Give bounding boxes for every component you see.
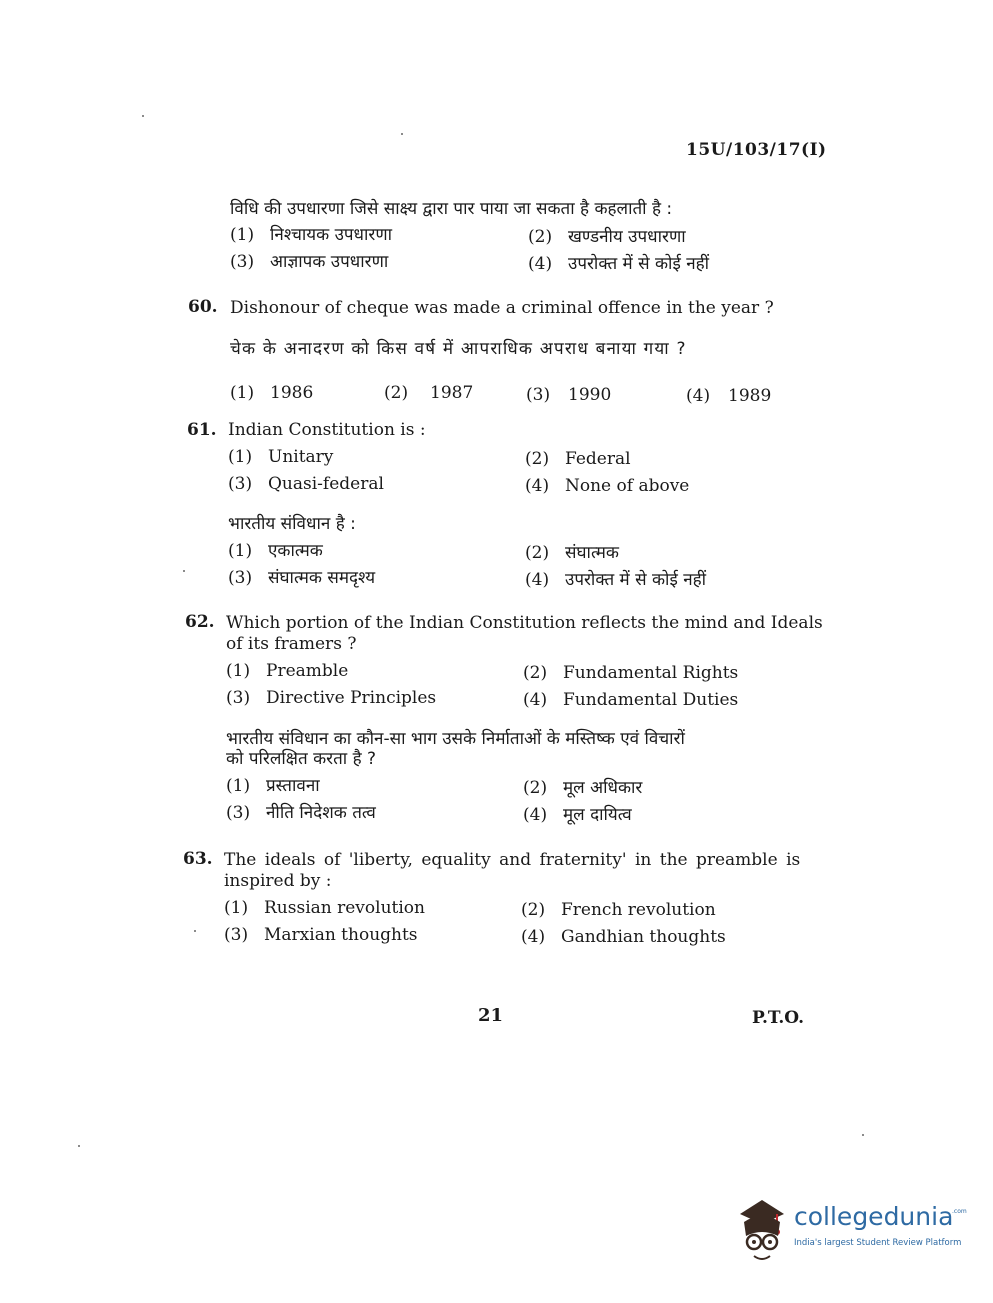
scan-speck [401, 133, 403, 135]
q59-option-1 [230, 222, 392, 245]
brand-suffix: .com [952, 1208, 967, 1215]
option-text: मूल अधिकार [563, 778, 643, 798]
option-text: Preamble [266, 661, 349, 681]
option-text: Directive Principles [266, 688, 437, 708]
question-60-english: Dishonour of cheque was made a criminal offence in the year ? [230, 298, 774, 318]
option-text: संघात्मक समदृश्य [268, 568, 376, 588]
option-text: Federal [565, 449, 631, 469]
q60-option-4 [686, 386, 771, 406]
option-text: 1989 [728, 386, 772, 406]
question-63-number: 63. [183, 849, 213, 869]
option-number: (4) [525, 570, 550, 590]
page-number: 21 [478, 1005, 504, 1026]
option-number: (1) [226, 776, 251, 796]
option-text: उपरोक्त में से कोई नहीं [565, 570, 707, 590]
option-text: नीति निदेशक तत्व [266, 803, 376, 823]
option-number: (2) [525, 543, 550, 563]
q63-option-1 [224, 898, 425, 918]
option-text: 1986 [270, 383, 314, 403]
question-62-english-line-2: of its framers ? [226, 634, 357, 654]
q63-option-3 [224, 925, 418, 945]
question-63-english-line-1: The ideals of 'liberty, equality and fraternity' in the preamble is [224, 850, 801, 870]
q62-hindi-option-1 [226, 773, 320, 796]
option-number: (4) [523, 690, 548, 710]
question-60-hindi: चेक के अनादरण को किस वर्ष में आपराधिक अपराध बनाया गया ? [230, 339, 687, 359]
option-text: 1990 [568, 385, 612, 405]
option-text: Fundamental Rights [563, 663, 739, 683]
question-60-number: 60. [188, 297, 218, 317]
option-number: (1) [228, 447, 253, 467]
option-text: Gandhian thoughts [561, 927, 726, 947]
q59-option-2 [528, 224, 686, 247]
option-number: (1) [228, 541, 253, 561]
q62-option-4 [523, 690, 738, 710]
question-61-english: Indian Constitution is : [228, 420, 426, 440]
q63-option-2 [521, 900, 716, 920]
option-number: (4) [528, 254, 553, 274]
option-number: (2) [521, 900, 546, 920]
question-59-hindi: विधि की उपधारणा जिसे साक्ष्य द्वारा पार पाया जा सकता है कहलाती है : [230, 199, 673, 219]
q62-option-1 [226, 661, 348, 681]
option-text: Russian revolution [264, 898, 425, 918]
scan-speck [194, 930, 196, 932]
question-62-hindi-line-2: को परिलक्षित करता है ? [226, 749, 377, 769]
option-number: (2) [523, 778, 548, 798]
question-63-english-line-2: inspired by : [224, 871, 332, 891]
q59-option-3 [230, 249, 388, 272]
option-text: Marxian thoughts [264, 925, 418, 945]
q60-option-3 [526, 385, 611, 405]
q63-option-4 [521, 927, 726, 947]
student-mascot-icon [732, 1196, 792, 1268]
option-number: (3) [230, 252, 255, 272]
option-number: (3) [228, 474, 253, 494]
q61-hindi-option-4 [525, 567, 706, 590]
option-text: 1987 [430, 383, 474, 403]
option-number: (2) [528, 227, 553, 247]
option-number: (4) [521, 927, 546, 947]
option-number: (4) [525, 476, 550, 496]
q61-option-2 [525, 449, 631, 469]
brand-name: collegedunia [794, 1202, 954, 1231]
option-text: Fundamental Duties [563, 690, 739, 710]
scan-speck [183, 570, 185, 572]
option-number: (3) [226, 803, 251, 823]
option-number: (1) [224, 898, 249, 918]
option-text: आज्ञापक उपधारणा [270, 252, 389, 272]
paper-code: 15U/103/17(I) [686, 140, 827, 160]
option-text: उपरोक्त में से कोई नहीं [568, 254, 710, 274]
option-text: निश्चायक उपधारणा [270, 225, 393, 245]
option-number: (3) [226, 688, 251, 708]
q61-option-1 [228, 447, 333, 467]
q62-hindi-option-2 [523, 775, 642, 798]
scan-speck [862, 1134, 864, 1136]
option-text: Unitary [268, 447, 334, 467]
option-number: (3) [526, 385, 551, 405]
question-62-number: 62. [185, 612, 215, 632]
option-text: संघात्मक [565, 543, 619, 563]
option-number: (3) [224, 925, 249, 945]
q61-hindi-option-2 [525, 540, 619, 563]
q60-option-2 [384, 383, 473, 403]
q61-hindi-option-1 [228, 538, 323, 561]
question-62-english-line-1: Which portion of the Indian Constitution reflects the mind and Ideals [226, 613, 823, 633]
option-number: (4) [686, 386, 711, 406]
scan-speck [78, 1145, 80, 1147]
option-text: मूल दायित्व [563, 805, 632, 825]
option-number: (1) [226, 661, 251, 681]
option-number: (3) [228, 568, 253, 588]
option-number: (2) [384, 383, 409, 403]
option-number: (1) [230, 383, 255, 403]
q62-hindi-option-3 [226, 800, 376, 823]
q62-option-2 [523, 663, 738, 683]
scan-speck [142, 115, 144, 117]
question-62-hindi-line-1: भारतीय संविधान का कौन-सा भाग उसके निर्माताओं के मस्तिष्क एवं विचारों [226, 729, 685, 749]
option-number: (2) [523, 663, 548, 683]
q59-option-4 [528, 251, 709, 274]
option-text: खण्डनीय उपधारणा [568, 227, 686, 247]
option-text: Quasi-federal [268, 474, 384, 494]
q61-hindi-option-3 [228, 565, 375, 588]
brand-tagline: India's largest Student Review Platform [794, 1238, 962, 1248]
question-61-hindi: भारतीय संविधान है : [228, 514, 356, 534]
question-61-number: 61. [187, 420, 217, 440]
option-text: None of above [565, 476, 690, 496]
option-number: (1) [230, 225, 255, 245]
please-turn-over: P.T.O. [752, 1008, 804, 1028]
option-number: (2) [525, 449, 550, 469]
q62-hindi-option-4 [523, 802, 632, 825]
q61-option-4 [525, 476, 689, 496]
q61-option-3 [228, 474, 384, 494]
collegedunia-watermark [732, 1196, 972, 1268]
option-number: (4) [523, 805, 548, 825]
q62-option-3 [226, 688, 436, 708]
option-text: एकात्मक [268, 541, 323, 561]
q60-option-1 [230, 383, 313, 403]
option-text: French revolution [561, 900, 716, 920]
option-text: प्रस्तावना [266, 776, 320, 796]
